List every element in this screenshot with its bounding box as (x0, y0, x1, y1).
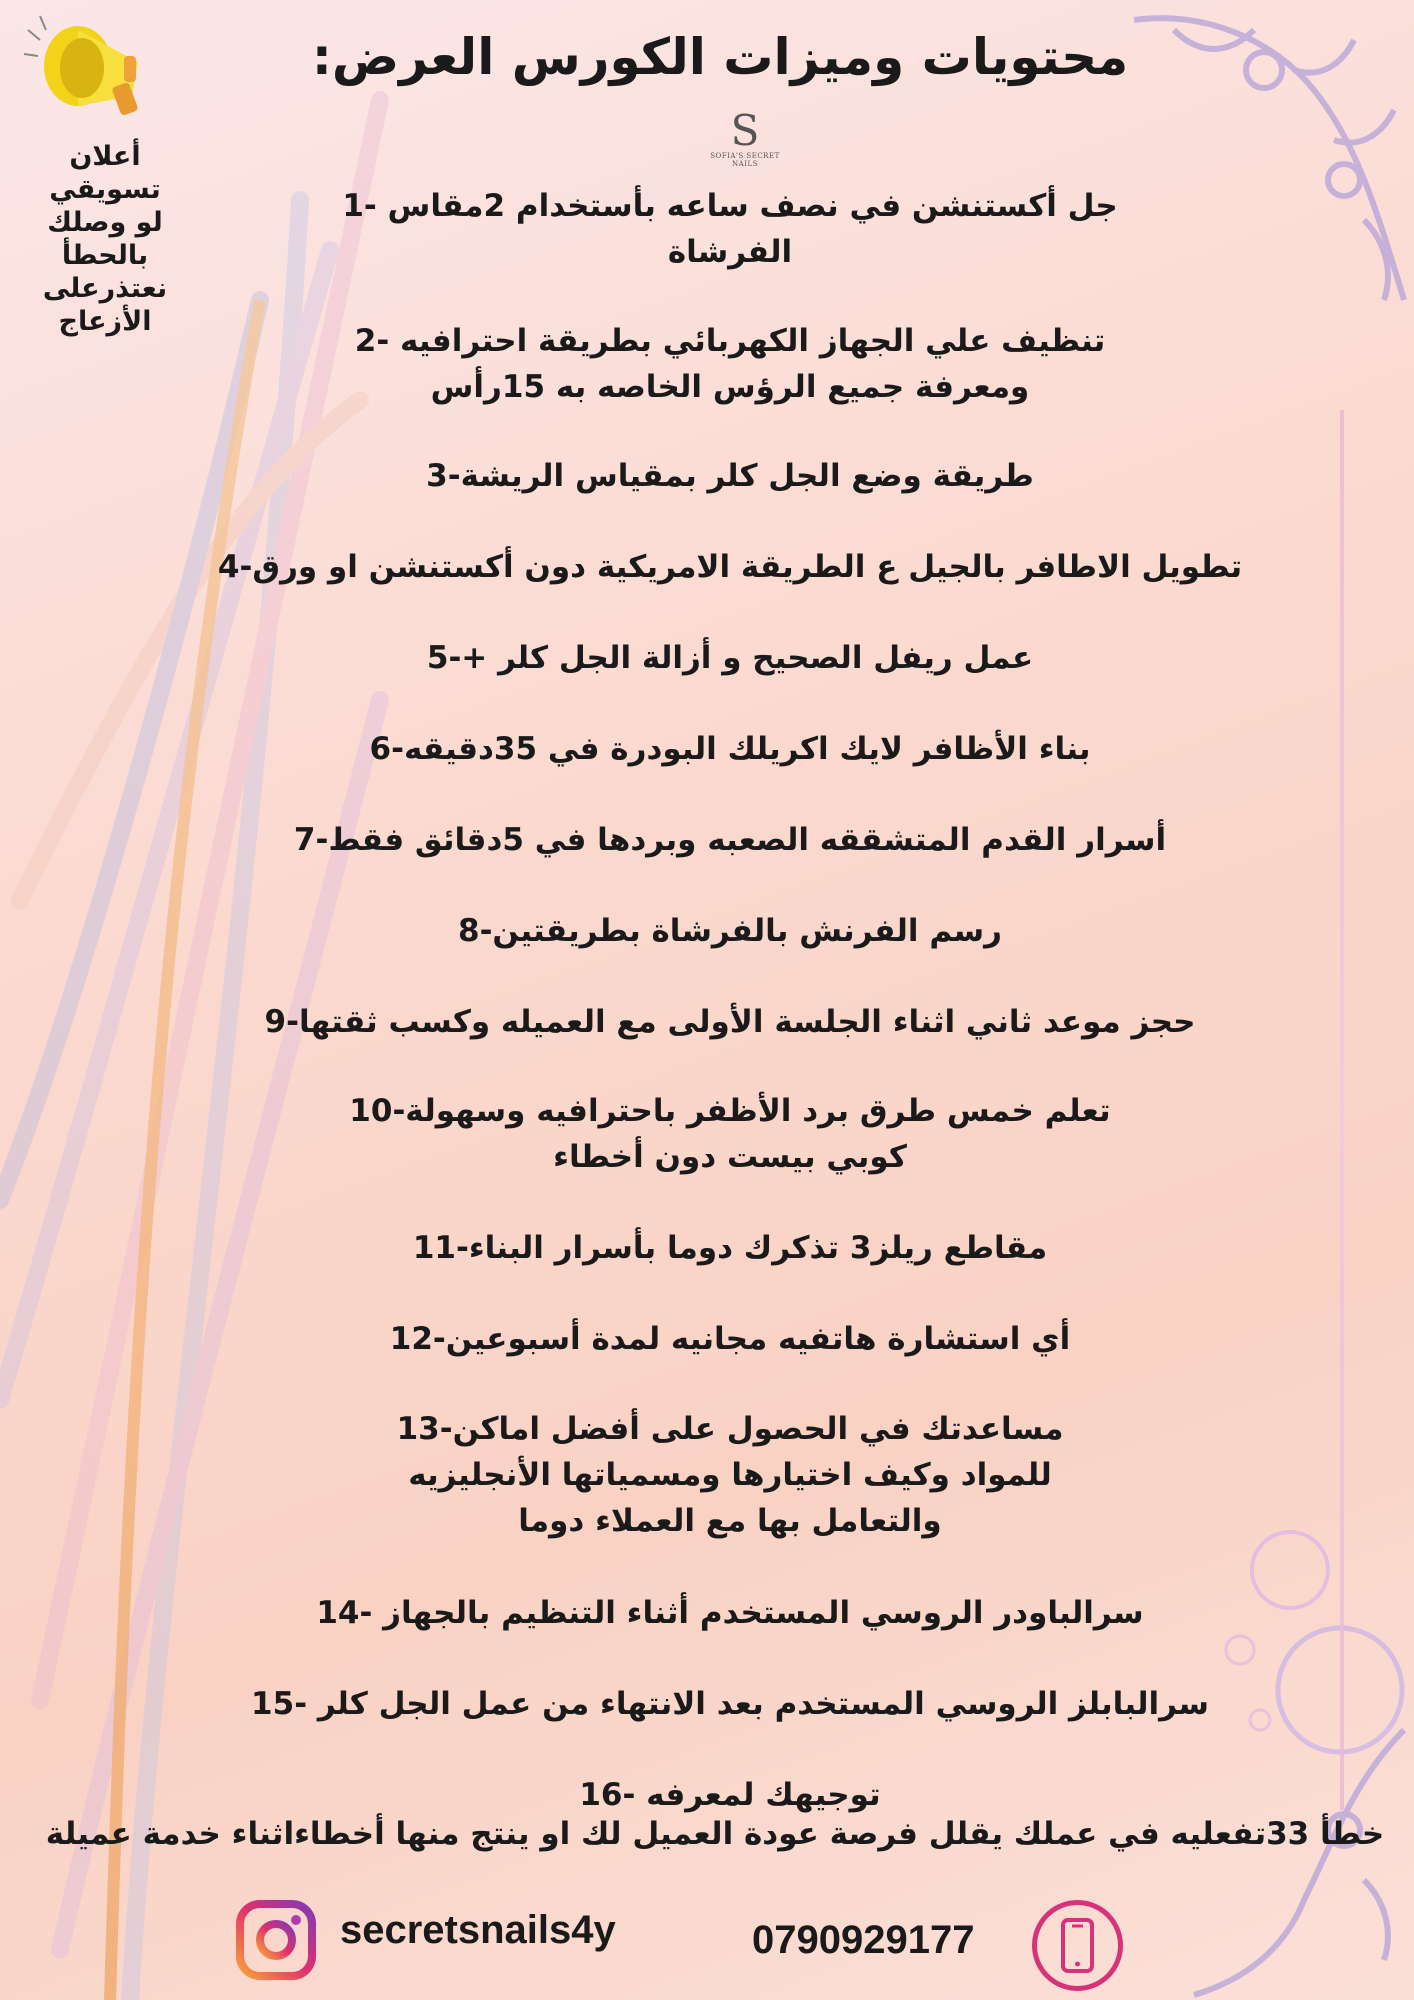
logo-letter: S (730, 106, 760, 155)
list-item: تنظيف علي الجهاز الكهربائي بطريقة احترافيه -2 ومعرفة جميع الرؤس الخاصه به 15رأس (354, 323, 1106, 405)
list-item: سرالبابلز الروسي المستخدم بعد الانتهاء من عمل الجل كلر -15 (251, 1686, 1209, 1722)
list-item: جل أكستنشن في نصف ساعه بأستخدام 2مقاس -1 الفرشاة (342, 188, 1118, 270)
list-item: توجيهك لمعرفه -16 (579, 1777, 881, 1813)
notice-line: الأزعاج (58, 306, 152, 337)
list-item: مقاطع ريلز3 تذكرك دوما بأسرار البناء-11 (412, 1230, 1048, 1266)
notice-line: لو وصلك (47, 207, 163, 238)
list-item: مساعدتك في الحصول على أفضل اماكن-13 للمواد وكيف اختيارها ومسمياتها الأنجليزيه والتعامل بها مع العملاء دوما (396, 1411, 1064, 1539)
list-item: تعلم خمس طرق برد الأظفر باحترافيه وسهولة-10 كوبي بيست دون أخطاء (349, 1093, 1111, 1175)
megaphone-icon (20, 10, 150, 130)
apology-notice (30, 140, 180, 338)
phone-number[interactable]: 0790929177 (752, 1918, 975, 1962)
list-item: أسرار القدم المتشققه الصعبه وبردها في 5دقائق فقط-7 (293, 822, 1167, 858)
notice-line: تسويقي (49, 174, 161, 205)
list-item: سرالباودر الروسي المستخدم أثناء التنظيم بالجهاز -14 (316, 1595, 1144, 1631)
notice-line: أعلان (69, 141, 141, 172)
instagram-handle[interactable]: secretsnails4y (340, 1908, 616, 1952)
list-item: طريقة وضع الجل كلر بمقياس الريشة-3 (426, 458, 1034, 494)
page-title: محتويات وميزات الكورس العرض: (311, 28, 1129, 86)
frame-line (1340, 410, 1344, 1810)
lace-ornament-bottom (1184, 1720, 1414, 2000)
note-text: خطأ 33تفعليه في عملك يقلل فرصة عودة العميل لك او ينتج منها أخطاءاثناء خدمة عميلة (45, 1816, 1385, 1852)
logo-text: SOFIA'S SECRET NAILS (710, 152, 780, 168)
notice-line: بالحطأ (61, 240, 149, 271)
list-item: حجز موعد ثاني اثناء الجلسة الأولى مع العميله وكسب ثقتها-9 (264, 1004, 1196, 1040)
phone-icon[interactable] (1030, 1898, 1125, 1993)
instagram-icon[interactable] (234, 1898, 318, 1982)
list-item: بناء الأظافر لايك اكريلك البودرة في 35دقيقه-6 (369, 731, 1091, 767)
list-item: عمل ريفل الصحيح و أزالة الجل كلر +-5 (426, 640, 1034, 676)
notice-line: نعتذرعلى (42, 273, 168, 304)
list-item: رسم الفرنش بالفرشاة بطريقتين-8 (457, 913, 1002, 949)
list-item: تطويل الاطافر بالجيل ع الطريقة الامريكية دون أكستنشن او ورق-4 (217, 549, 1243, 585)
brand-logo (700, 106, 790, 170)
list-item: أي استشارة هاتفيه مجانيه لمدة أسبوعين-12 (389, 1321, 1071, 1357)
